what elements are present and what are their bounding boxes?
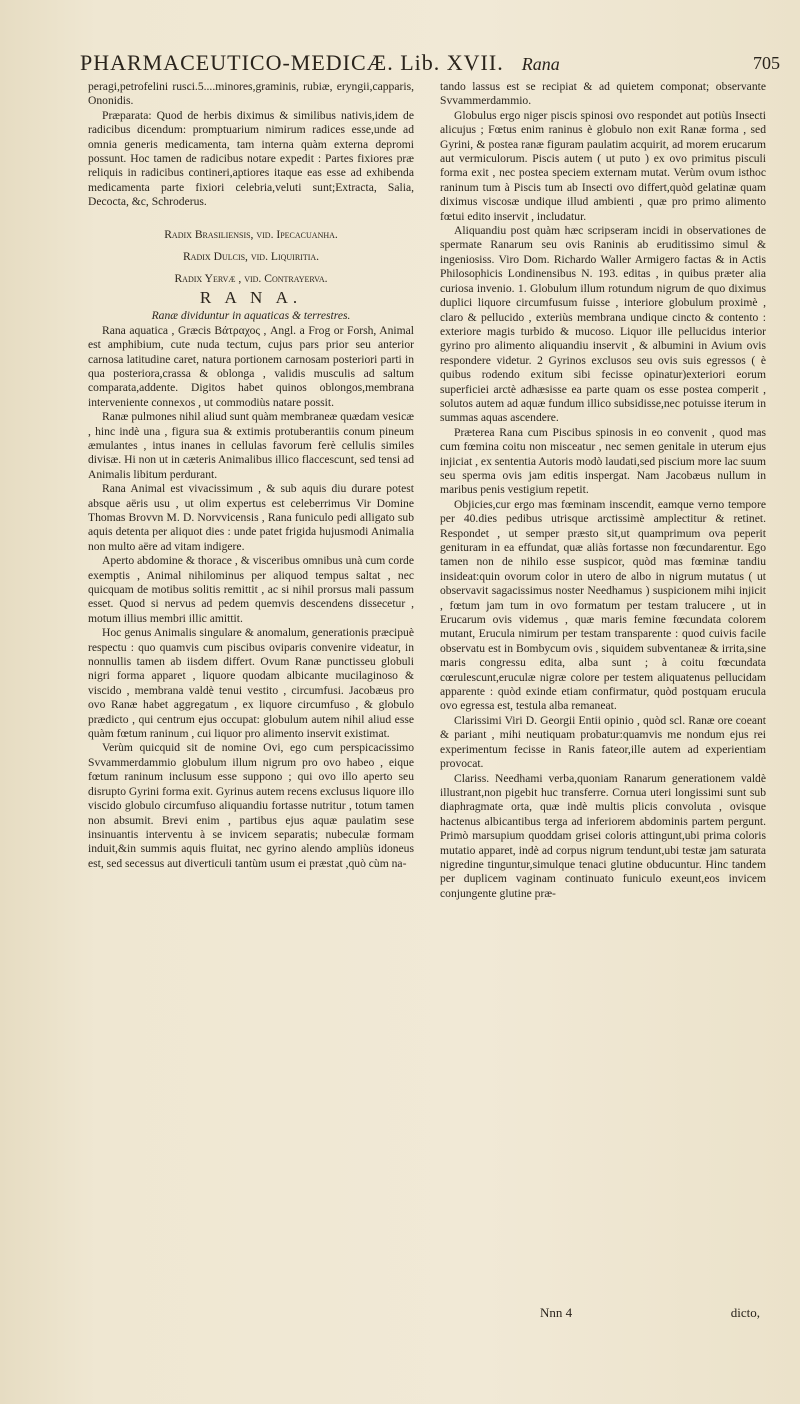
paragraph: peragi,petrofelini rusci.5....minores,graminis, rubiæ, eryngii,capparis, Ononidis. — [88, 80, 414, 108]
paragraph: Rana Animal est vivacissimum , & sub aquis diu durare potest absque aëris usu , ut olim expertus est celeberrimus Vir Domine Thomas Brovvn M. D. Norvvicensis , Rana funiculo pedi alligato sub aquis detenta per aliquot dies : unde patet frigida hujusmodi Animalia non multo aëre ad vitam indigere. — [88, 482, 414, 553]
page-footer — [540, 1305, 760, 1325]
paragraph: Hoc genus Animalis singulare & anomalum, generationis præcipuè respectu : quo quamvis cum piscibus oviparis convenire videatur, in nonnullis tamen ab iisdem differt. Ovum Ranæ punctisseu globuli nigri forma apparet , liquore quodam albicante mucilaginoso & viscido , membrana valdè tenui vestito , circumfusi. Jacobæus pro ovo Ranæ habet aggregatum , ex liquore circumfuso , & globulo prædicto , qui centrum ejus occupat: globulum autem nihil aliud esse quàm fœtum raninum , cui liquor pro alimento inservit existimat. — [88, 626, 414, 741]
signature-mark: Nnn 4 — [540, 1305, 573, 1320]
cross-reference: Radix Yervæ , vid. Contrayerva. — [174, 272, 328, 286]
catchword: dicto, — [730, 1305, 760, 1320]
running-title: PHARMACEUTICO-MEDICÆ. Lib. XVII. — [80, 50, 504, 75]
paragraph: Aliquandiu post quàm hæc scripseram incidi in observationes de spermate Ranarum seu ovis Raninis ab eruditissimo simul & ingeniosiss. Viro Dom. Richardo Waller Armigero factas & in Actis Philosophicis Londinensibus N. 193. editas , in quibus præter alia curiosa invenio. 1. Globulum illum rotundum nigrum de quo diximus duplici liquore circumfusum fuisse , interiore globulum proximè , claro & pellucido , exteriùs membrana undique cincto & contento : exteriore magis turbido & mucoso. Liquor ille pellucidus interior gyrino pro alimento aliquandiu inservit , & albumini in Avium ovis respondere videtur. 2 Gyrinos exclusos seu ovis suis egressos ( è quibus rodendo exitum sibi fecisse opinatur)exteriori eorum superficiei arctè adhæsisse ea parte quam os esse postea comperit , solutos autem ad aquæ fundum illico subsidisse,nec potuisse iterum in summas aquas ascendere. — [440, 224, 766, 425]
paragraph: Globulus ergo niger piscis spinosi ovo respondet aut potiùs Insecti alicujus ; Fœtus enim raninus è globulo non exit Ranæ forma , sed Gyrini, & postea ranæ figuram paulatim acquirit, ad morem erucarum aut vermiculorum. Piscis autem ( ut puto ) ex ovo primitus pisculi forma exit , nec postea speciem externam mutat. Verùm ovum isthoc raninum tum à Piscis tum ab Insecti ovo differt,quòd gelatinæ quam diximus viscosæ undique illud ambienti , quæ pro primo alimento fœtui edito inservit , includatur. — [440, 108, 766, 223]
entry-heading: R A N A. — [199, 287, 303, 307]
page-number: 705 — [753, 53, 780, 73]
cross-reference: Radix Brasiliensis, vid. Ipecacuanha. — [164, 227, 338, 241]
right-column — [440, 80, 766, 1320]
paragraph: Rana aquatica , Græcis Βάτραχος , Angl. a Frog or Forsh, Animal est amphibium, cute nuda tectum, cujus pars prior seu anterior carnosa latitudine caret, natura portionem carnosam posteriori parti in qua posteriora,crassa & oblonga , validis musculis ad saltum comparata,addente. Digitos habet quinos oblongos,membrana interveniente connexos , ut commodiùs natare possit. — [88, 323, 414, 409]
paragraph: Aperto abdomine & thorace , & visceribus omnibus unà cum corde exemptis , Animal nihilominus per aliquod tempus saltat , nec quicquam de motibus solitis remittit , ac si nihil prorsus mali passum esset. Quod si nervus ad pedem quemvis descendens dissecetur , motum illius membri illic amittit. — [88, 554, 414, 625]
paragraph: Objicies,cur ergo mas fœminam inscendit, eamque verno tempore per 40.dies pedibus utrisque arctissimè amplectitur & retinet. Respondet , ut semper præsto sit,ut quamprimum ova peperit genituram in ea effundat, quæ aliàs fortasse non fœcundarentur. Ego tamen non de nihilo esse suspicor, quòd mas fœminæ tandiu insideat:quin ovorum color in utero de albo in nigrum mutatus ( ut observavit sagacissimus noster Needhamus ) suspicionem mihi injicit , fœtum jam tum in ovo formatum per testam tralucere , ut in Erucarum ovis videmus , quæ maris femine fœcundata colorem mutant, Erucula nimirum per testam transparente : quod cuivis facile observatu est in Bombycum ovis , siquidem subventaneæ & irrita,sine maris congressu edita, alba sunt ; à coitu fœcundata cœrulescunt,eruculæ nigræ colore per testem aliquatenus pellucidam apparente : quòd exinde etiam confirmatur, quòd postquam erucula ovo egressa est, testula alba remaneat. — [440, 497, 766, 713]
paragraph: Verùm quicquid sit de nomine Ovi, ego cum perspicacissimo Svvammerdammio globulum illum nigrum pro ovo habeo , eique fœtum raninum inclusum esse suppono ; qui ovo illo aperto seu disrupto Gyrini forma exit. Gyrinus autem recens exclusus liquore illo viscido globulo circumfuso aliquandiu fortasse nutritur , totum tamen non absumit. Brevi enim , partibus ejus aquæ paulatim sese insinuantis interventu à se invicem separatis; nubeculæ formam induit,&in summis aquis fluitat, nec gyrino alendo ampliùs idoneus est, sed secessus aut diverticuli tantùm usum ei præstat ,quò cùm na- — [88, 741, 414, 870]
page-header — [80, 50, 780, 82]
left-column — [88, 80, 414, 1310]
paragraph: Præparata: Quod de herbis diximus & similibus nativis,idem de radicibus dicendum: promptuarium nimirum radices esse,unde ad omnia generis medicamenta, tam interna quàm externa depromi possunt. Hoc tamen de radicibus notare expedit : Partes fixiores præ reliquis in radicibus contineri,aptiores itaque eas esse ad exhibenda medicamenta parte fixiori celebria,veluti sunt;Extracta, Salia, Decocta, &c, Schroderus. — [88, 108, 414, 209]
entry-subheading: Ranæ dividuntur in aquaticas & terrestres. — [151, 309, 351, 323]
cross-reference: Radix Dulcis, vid. Liquiritia. — [182, 250, 320, 264]
paragraph: Ranæ pulmones nihil aliud sunt quàm membraneæ quædam vesicæ , hinc indè una , figura sua & extimis protuberantiis conum pineum æmulantes , intus inanes in cellulas favorum ferè cellulis similes divisæ. Hi non ut in cæteris Animalibus illico flaccescunt, sed tensi ad Animalis libitum perdurant. — [88, 410, 414, 481]
paragraph: Præterea Rana cum Piscibus spinosis in eo convenit , quod mas cum fœmina coitu non misceatur , nec semen genitale in uterum ejus injiciat , ex sententia Autoris modò laudati,sed piscium more lac suum seu sperma ovis jam editis inspergat. Nam Jacobæus nullum in maribus penis vestigium repetit. — [440, 425, 766, 497]
paragraph: tando lassus est se recipiat & ad quietem componat; observante Svvammerdammio. — [440, 80, 766, 108]
paragraph: Clarissimi Viri D. Georgii Entii opinio , quòd scl. Ranæ ore coeant & pariant , mihi neutiquam probatur:quamvis me nondum ejus rei experimentum fecisse in Ranis fateor,ille autem ad experientiam provocat. — [440, 713, 766, 771]
paragraph: Clariss. Needhami verba,quoniam Ranarum generationem valdè illustrant,non pigebit huc transferre. Cornua uteri longissimi sunt sub diaphragmate orta, quæ indè multis plicis convoluta , ovisque hactenus albicantibus terga ad inferiorem abdominis partem pergunt. Primò marsupium quoddam grisei coloris attingunt,ubi prima coloris mutatio apparet, indè ad corpus nigrum tendunt,ubi testæ jam saturata nigredine tinguntur,simulque tenaci glutine obducuntur. Hinc tandem per duplicem vaginam continuato funiculo exeunt,eos invicem conjungente glutine præ- — [440, 771, 766, 900]
section-mark: Rana — [521, 54, 560, 74]
